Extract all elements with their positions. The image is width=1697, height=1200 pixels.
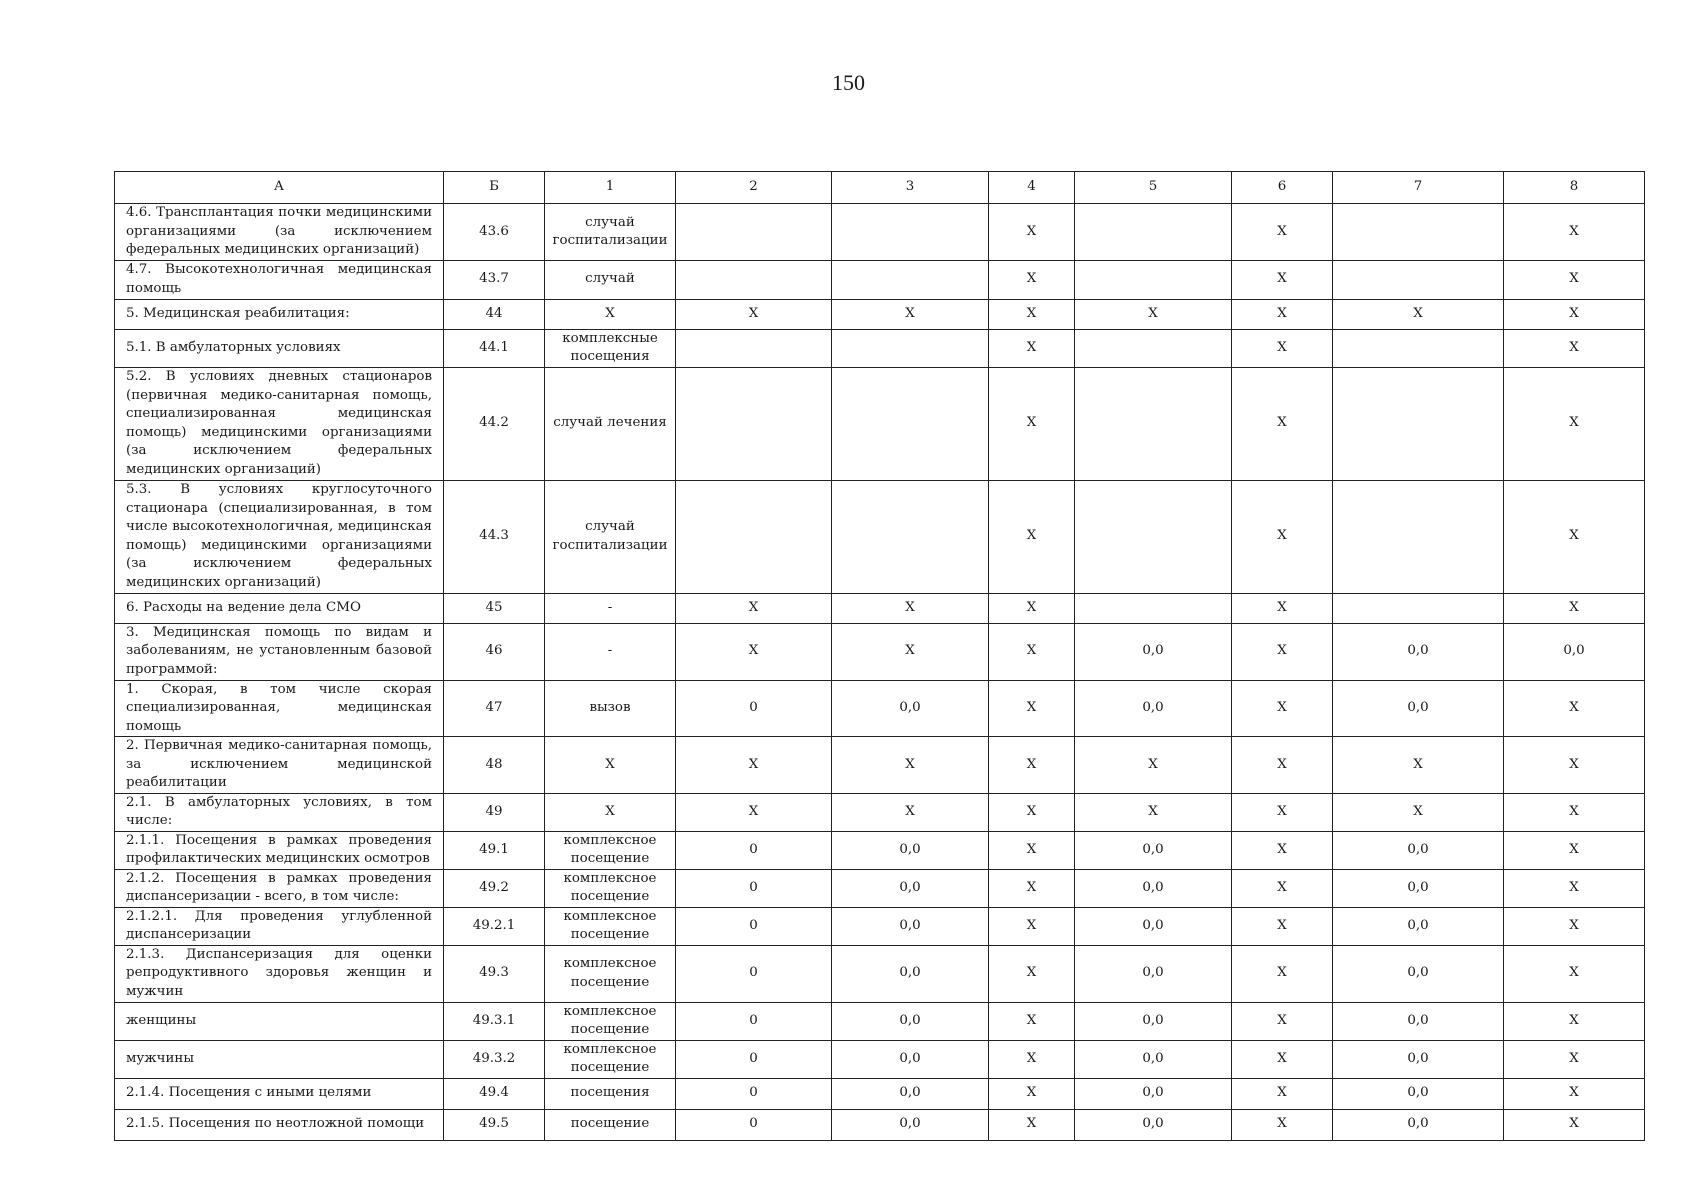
col-5-cell: Х	[1075, 737, 1232, 794]
row-code-cell: 49.4	[444, 1078, 545, 1109]
col-2-cell: 0	[676, 680, 832, 737]
header-cell-2: 2	[676, 172, 832, 204]
row-unit-cell: комплексное посещение	[545, 831, 676, 869]
row-code-cell: 49.3	[444, 945, 545, 1002]
col-8-cell: Х	[1504, 260, 1645, 299]
col-3-cell: 0,0	[832, 831, 989, 869]
col-6-cell: Х	[1232, 1109, 1333, 1140]
col-7-cell: Х	[1333, 737, 1504, 794]
col-6-cell: Х	[1232, 329, 1333, 367]
col-4-cell: Х	[989, 260, 1075, 299]
col-6-cell: Х	[1232, 367, 1333, 480]
col-6-cell: Х	[1232, 737, 1333, 794]
row-name-cell: 4.6. Трансплантация почки медицинскими организациями (за исключением федеральных медицинских организаций)	[115, 204, 444, 261]
col-5-cell: 0,0	[1075, 1078, 1232, 1109]
col-4-cell: Х	[989, 329, 1075, 367]
row-code-cell: 46	[444, 623, 545, 680]
col-5-cell	[1075, 204, 1232, 261]
row-code-cell: 44.1	[444, 329, 545, 367]
col-3-cell: 0,0	[832, 680, 989, 737]
col-2-cell	[676, 367, 832, 480]
header-cell-b: Б	[444, 172, 545, 204]
table-row	[115, 737, 1645, 794]
col-8-cell: 0,0	[1504, 623, 1645, 680]
row-unit-cell: случай госпитализации	[545, 204, 676, 261]
col-8-cell: Х	[1504, 593, 1645, 623]
col-4-cell: Х	[989, 945, 1075, 1002]
col-8-cell: Х	[1504, 329, 1645, 367]
col-2-cell: 0	[676, 1109, 832, 1140]
col-8-cell: Х	[1504, 1002, 1645, 1040]
row-name-cell: мужчины	[115, 1040, 444, 1078]
row-code-cell: 49.2	[444, 869, 545, 907]
col-8-cell: Х	[1504, 299, 1645, 329]
col-3-cell	[832, 260, 989, 299]
col-5-cell	[1075, 260, 1232, 299]
col-3-cell: 0,0	[832, 945, 989, 1002]
row-name-cell: 5.3. В условиях круглосуточного стационара (специализированная, в том числе высокотехнологичная, медицинская помощь) медицинскими организациями (за исключением федеральных медицинских организаций)	[115, 480, 444, 593]
col-7-cell: 0,0	[1333, 1109, 1504, 1140]
col-5-cell: 0,0	[1075, 1002, 1232, 1040]
col-4-cell: Х	[989, 737, 1075, 794]
row-unit-cell: комплексное посещение	[545, 945, 676, 1002]
row-name-cell: 5.2. В условиях дневных стационаров (первичная медико-санитарная помощь, специализированная медицинская помощь) медицинскими организациями (за исключением федеральных медицинских организаций)	[115, 367, 444, 480]
col-6-cell: Х	[1232, 907, 1333, 945]
col-3-cell: 0,0	[832, 907, 989, 945]
table-row	[115, 869, 1645, 907]
col-8-cell: Х	[1504, 1040, 1645, 1078]
col-8-cell: Х	[1504, 680, 1645, 737]
row-code-cell: 49.5	[444, 1109, 545, 1140]
col-4-cell: Х	[989, 1040, 1075, 1078]
col-2-cell: Х	[676, 737, 832, 794]
col-7-cell: 0,0	[1333, 945, 1504, 1002]
col-5-cell: Х	[1075, 299, 1232, 329]
col-7-cell	[1333, 260, 1504, 299]
row-code-cell: 43.6	[444, 204, 545, 261]
table-row	[115, 367, 1645, 480]
header-cell-3: 3	[832, 172, 989, 204]
col-3-cell: 0,0	[832, 1078, 989, 1109]
row-code-cell: 44.2	[444, 367, 545, 480]
row-unit-cell: случай	[545, 260, 676, 299]
row-code-cell: 49.2.1	[444, 907, 545, 945]
col-5-cell: Х	[1075, 793, 1232, 831]
table-row	[115, 1078, 1645, 1109]
header-cell-6: 6	[1232, 172, 1333, 204]
row-code-cell: 45	[444, 593, 545, 623]
col-7-cell	[1333, 329, 1504, 367]
col-7-cell: 0,0	[1333, 869, 1504, 907]
col-4-cell: Х	[989, 793, 1075, 831]
col-4-cell: Х	[989, 1002, 1075, 1040]
table-row	[115, 945, 1645, 1002]
row-unit-cell: комплексное посещение	[545, 907, 676, 945]
col-7-cell: Х	[1333, 793, 1504, 831]
row-name-cell: 2.1.5. Посещения по неотложной помощи	[115, 1109, 444, 1140]
col-3-cell	[832, 204, 989, 261]
col-7-cell: 0,0	[1333, 1040, 1504, 1078]
row-name-cell: 1. Скорая, в том числе скорая специализированная, медицинская помощь	[115, 680, 444, 737]
col-5-cell: 0,0	[1075, 680, 1232, 737]
col-8-cell: Х	[1504, 367, 1645, 480]
header-cell-1: 1	[545, 172, 676, 204]
header-cell-5: 5	[1075, 172, 1232, 204]
row-code-cell: 47	[444, 680, 545, 737]
col-3-cell: 0,0	[832, 1002, 989, 1040]
col-4-cell: Х	[989, 869, 1075, 907]
col-3-cell: Х	[832, 793, 989, 831]
col-6-cell: Х	[1232, 1040, 1333, 1078]
col-6-cell: Х	[1232, 593, 1333, 623]
col-2-cell: Х	[676, 623, 832, 680]
col-6-cell: Х	[1232, 945, 1333, 1002]
col-2-cell	[676, 204, 832, 261]
col-3-cell: 0,0	[832, 869, 989, 907]
col-4-cell: Х	[989, 367, 1075, 480]
table-row	[115, 907, 1645, 945]
col-6-cell: Х	[1232, 680, 1333, 737]
col-6-cell: Х	[1232, 1078, 1333, 1109]
col-3-cell: Х	[832, 299, 989, 329]
row-name-cell: 2.1. В амбулаторных условиях, в том числе:	[115, 793, 444, 831]
table-row	[115, 793, 1645, 831]
col-4-cell: Х	[989, 593, 1075, 623]
table-row	[115, 1109, 1645, 1140]
row-name-cell: 2.1.2.1. Для проведения углубленной диспансеризации	[115, 907, 444, 945]
row-name-cell: 5. Медицинская реабилитация:	[115, 299, 444, 329]
col-2-cell	[676, 329, 832, 367]
col-8-cell: Х	[1504, 737, 1645, 794]
col-2-cell: 0	[676, 945, 832, 1002]
row-name-cell: 6. Расходы на ведение дела СМО	[115, 593, 444, 623]
row-unit-cell: посещения	[545, 1078, 676, 1109]
header-cell-4: 4	[989, 172, 1075, 204]
col-8-cell: Х	[1504, 793, 1645, 831]
col-2-cell: Х	[676, 299, 832, 329]
col-4-cell: Х	[989, 299, 1075, 329]
col-5-cell: 0,0	[1075, 623, 1232, 680]
col-7-cell	[1333, 480, 1504, 593]
col-3-cell: 0,0	[832, 1109, 989, 1140]
col-5-cell	[1075, 593, 1232, 623]
row-name-cell: женщины	[115, 1002, 444, 1040]
col-2-cell: 0	[676, 907, 832, 945]
col-4-cell: Х	[989, 1109, 1075, 1140]
col-7-cell: 0,0	[1333, 1078, 1504, 1109]
col-3-cell	[832, 329, 989, 367]
col-6-cell: Х	[1232, 1002, 1333, 1040]
col-3-cell: Х	[832, 593, 989, 623]
row-name-cell: 2.1.1. Посещения в рамках проведения профилактических медицинских осмотров	[115, 831, 444, 869]
table-row	[115, 260, 1645, 299]
table-row	[115, 831, 1645, 869]
header-row	[115, 172, 1645, 204]
row-name-cell: 2.1.2. Посещения в рамках проведения диспансеризации - всего, в том числе:	[115, 869, 444, 907]
col-4-cell: Х	[989, 480, 1075, 593]
col-8-cell: Х	[1504, 480, 1645, 593]
col-8-cell: Х	[1504, 1078, 1645, 1109]
col-2-cell: 0	[676, 1078, 832, 1109]
row-code-cell: 44	[444, 299, 545, 329]
col-6-cell: Х	[1232, 869, 1333, 907]
col-3-cell: 0,0	[832, 1040, 989, 1078]
table-row	[115, 680, 1645, 737]
col-3-cell: Х	[832, 737, 989, 794]
col-5-cell	[1075, 367, 1232, 480]
col-8-cell: Х	[1504, 907, 1645, 945]
col-7-cell: 0,0	[1333, 831, 1504, 869]
row-unit-cell: -	[545, 593, 676, 623]
col-2-cell: 0	[676, 831, 832, 869]
col-6-cell: Х	[1232, 623, 1333, 680]
table-row	[115, 593, 1645, 623]
row-unit-cell: комплексное посещение	[545, 1002, 676, 1040]
header-cell-a: А	[115, 172, 444, 204]
row-unit-cell: комплексное посещение	[545, 869, 676, 907]
table-row	[115, 204, 1645, 261]
col-5-cell: 0,0	[1075, 869, 1232, 907]
col-8-cell: Х	[1504, 869, 1645, 907]
col-5-cell: 0,0	[1075, 945, 1232, 1002]
col-4-cell: Х	[989, 1078, 1075, 1109]
col-5-cell	[1075, 480, 1232, 593]
row-unit-cell: Х	[545, 299, 676, 329]
col-6-cell: Х	[1232, 204, 1333, 261]
col-7-cell: 0,0	[1333, 907, 1504, 945]
col-8-cell: Х	[1504, 831, 1645, 869]
row-code-cell: 44.3	[444, 480, 545, 593]
col-7-cell: 0,0	[1333, 680, 1504, 737]
col-7-cell	[1333, 593, 1504, 623]
col-6-cell: Х	[1232, 793, 1333, 831]
col-8-cell: Х	[1504, 945, 1645, 1002]
col-7-cell: Х	[1333, 299, 1504, 329]
data-table	[114, 171, 1645, 1141]
col-2-cell: 0	[676, 869, 832, 907]
table-row	[115, 1002, 1645, 1040]
col-2-cell: Х	[676, 593, 832, 623]
row-name-cell: 3. Медицинская помощь по видам и заболеваниям, не установленным базовой программой:	[115, 623, 444, 680]
col-3-cell	[832, 367, 989, 480]
col-5-cell: 0,0	[1075, 1109, 1232, 1140]
row-name-cell: 2.1.4. Посещения с иными целями	[115, 1078, 444, 1109]
col-5-cell: 0,0	[1075, 831, 1232, 869]
row-code-cell: 48	[444, 737, 545, 794]
col-2-cell: 0	[676, 1002, 832, 1040]
col-4-cell: Х	[989, 831, 1075, 869]
table-row	[115, 480, 1645, 593]
header-cell-8: 8	[1504, 172, 1645, 204]
col-2-cell	[676, 260, 832, 299]
row-code-cell: 49.3.2	[444, 1040, 545, 1078]
col-6-cell: Х	[1232, 480, 1333, 593]
col-7-cell	[1333, 204, 1504, 261]
col-5-cell	[1075, 329, 1232, 367]
row-unit-cell: случай госпитализации	[545, 480, 676, 593]
col-8-cell: Х	[1504, 1109, 1645, 1140]
row-code-cell: 49.1	[444, 831, 545, 869]
table-row	[115, 1040, 1645, 1078]
row-name-cell: 2.1.3. Диспансеризация для оценки репродуктивного здоровья женщин и мужчин	[115, 945, 444, 1002]
col-3-cell	[832, 480, 989, 593]
row-name-cell: 4.7. Высокотехнологичная медицинская помощь	[115, 260, 444, 299]
table-body	[115, 204, 1645, 1141]
header-cell-7: 7	[1333, 172, 1504, 204]
col-3-cell: Х	[832, 623, 989, 680]
row-unit-cell: вызов	[545, 680, 676, 737]
row-name-cell: 2. Первичная медико-санитарная помощь, за исключением медицинской реабилитации	[115, 737, 444, 794]
row-code-cell: 43.7	[444, 260, 545, 299]
col-4-cell: Х	[989, 204, 1075, 261]
row-unit-cell: случай лечения	[545, 367, 676, 480]
row-unit-cell: комплексные посещения	[545, 329, 676, 367]
col-2-cell: 0	[676, 1040, 832, 1078]
row-unit-cell: посещение	[545, 1109, 676, 1140]
col-7-cell: 0,0	[1333, 1002, 1504, 1040]
col-7-cell	[1333, 367, 1504, 480]
col-6-cell: Х	[1232, 299, 1333, 329]
row-unit-cell: -	[545, 623, 676, 680]
col-5-cell: 0,0	[1075, 1040, 1232, 1078]
row-code-cell: 49	[444, 793, 545, 831]
col-4-cell: Х	[989, 680, 1075, 737]
col-5-cell: 0,0	[1075, 907, 1232, 945]
col-2-cell: Х	[676, 793, 832, 831]
row-unit-cell: комплексное посещение	[545, 1040, 676, 1078]
row-unit-cell: Х	[545, 737, 676, 794]
row-code-cell: 49.3.1	[444, 1002, 545, 1040]
col-8-cell: Х	[1504, 204, 1645, 261]
row-unit-cell: Х	[545, 793, 676, 831]
col-7-cell: 0,0	[1333, 623, 1504, 680]
table-row	[115, 623, 1645, 680]
col-2-cell	[676, 480, 832, 593]
col-6-cell: Х	[1232, 260, 1333, 299]
col-6-cell: Х	[1232, 831, 1333, 869]
page-number: 150	[832, 70, 865, 95]
col-4-cell: Х	[989, 907, 1075, 945]
col-4-cell: Х	[989, 623, 1075, 680]
row-name-cell: 5.1. В амбулаторных условиях	[115, 329, 444, 367]
table-row	[115, 329, 1645, 367]
table-row	[115, 299, 1645, 329]
